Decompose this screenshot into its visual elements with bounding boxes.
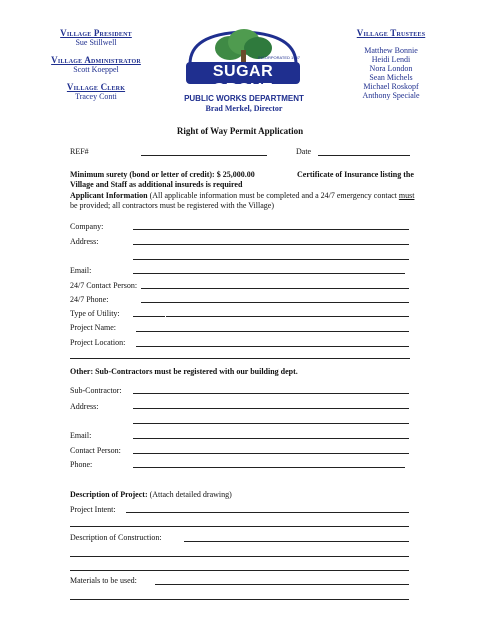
trustee-name: Sean Michels [369,73,413,82]
phone-field[interactable] [141,302,409,303]
official-name: Sue Stillwell [75,38,117,47]
left-officials [38,28,154,101]
trustees-title: Village Trustees [356,28,426,38]
project-intent-field-2[interactable] [70,526,409,527]
company-label: Company: [70,222,104,231]
official-title: Village President [60,28,132,38]
project-intent-field[interactable] [126,512,409,513]
utility-type-field-a[interactable] [133,316,165,317]
trustee-name: Nora London [369,64,413,73]
materials-field-2[interactable] [70,599,409,600]
sub-phone-label: Phone: [70,460,93,469]
trustee-name: Anthony Speciale [362,91,420,100]
project-description [70,490,232,499]
village-logo [180,24,306,98]
construction-field[interactable] [184,541,409,542]
project-name-field[interactable] [136,331,409,332]
contact-person-field[interactable] [141,288,409,289]
utility-type-label: Type of Utility: [70,309,120,318]
trustee-name: Michael Roskopf [363,82,419,91]
project-heading-note: (Attach detailed drawing) [149,490,232,499]
official-name: Scott Koeppel [73,65,119,74]
official-title: Village Clerk [66,82,126,92]
trustees [336,28,446,100]
sub-contact-person-label: Contact Person: [70,446,121,455]
sub-contractor-field[interactable] [133,393,409,394]
section-divider [70,358,410,359]
materials-field[interactable] [155,584,409,585]
surety-text: Minimum surety (bond or letter of credit): $ 25,000.00 [70,170,255,179]
project-location-label: Project Location: [70,338,126,347]
utility-type-field[interactable] [166,316,409,317]
project-heading: Description of Project: [70,490,148,499]
contact-person-label: 24/7 Contact Person: [70,281,138,290]
official-name: Tracey Conti [75,92,117,101]
sub-phone-field[interactable] [133,467,405,468]
applicant-note-must: must [398,191,415,200]
company-field[interactable] [133,229,409,230]
sub-heading: Other: Sub-Contractors must be registered with our building dept. [70,367,298,376]
ref-label: REF# [70,147,89,156]
sub-contractor-label: Sub-Contractor: [70,386,122,395]
sub-contact-person-field[interactable] [133,453,409,454]
applicant-note-a: (All applicable information must be completed and a 24/7 emergency contact [149,191,397,200]
trustee-name: Matthew Bonnie [364,46,418,55]
sub-address-label: Address: [70,402,99,411]
email-field[interactable] [133,273,405,274]
project-name-label: Project Name: [70,323,116,332]
construction-field-2[interactable] [70,556,409,557]
insurance-text [70,170,414,190]
construction-field-3[interactable] [70,570,409,571]
sub-address-field[interactable] [133,408,409,409]
official-title: Village Administrator [51,55,141,65]
phone-label: 24/7 Phone: [70,295,109,304]
date-label: Date [296,147,312,156]
sub-email-field[interactable] [133,438,409,439]
logo-incorporated: INCORPORATED 1957 [258,55,300,60]
address-field[interactable] [133,244,409,245]
project-intent-label: Project Intent: [70,505,116,514]
insurance-text-content: Certificate of Insurance listing the Village and Staff as additional insureds is required [70,170,414,189]
ref-field[interactable] [141,155,267,156]
address-label: Address: [70,237,99,246]
applicant-info [70,191,416,211]
trustee-name: Heidi Lendi [371,55,411,64]
email-label: Email: [70,266,92,275]
sub-address-field-2[interactable] [133,423,409,424]
sub-email-label: Email: [70,431,92,440]
construction-label: Description of Construction: [70,533,162,542]
project-location-field[interactable] [136,346,409,347]
department-name: PUBLIC WORKS DEPARTMENT [184,94,304,103]
applicant-heading: Applicant Information [70,191,148,200]
materials-label: Materials to be used: [70,576,137,585]
director-name: Brad Merkel, Director [205,104,283,113]
date-field[interactable] [318,155,410,156]
address-field-2[interactable] [133,259,409,260]
logo-text: SUGAR GROVE [212,63,274,98]
applicant-note-b: be provided; all contractors must be registered with the Village) [70,201,274,210]
form-title: Right of Way Permit Application [176,126,304,136]
